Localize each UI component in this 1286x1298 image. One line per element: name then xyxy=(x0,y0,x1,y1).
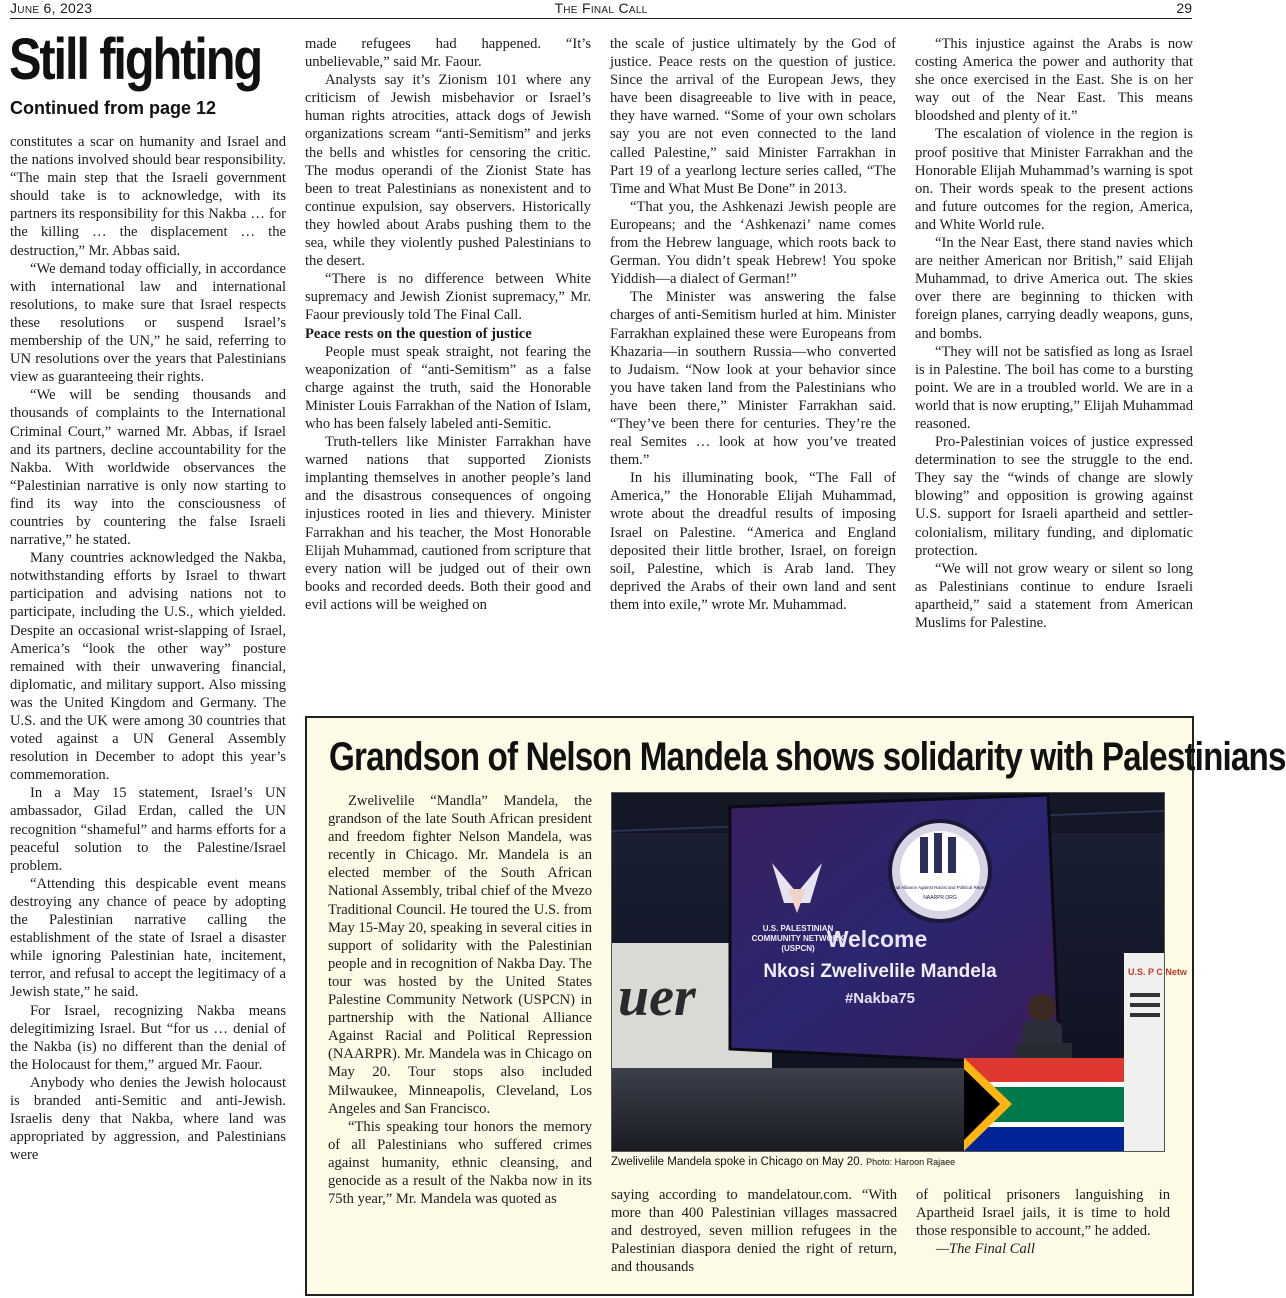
slide-seal-url: NAARPR.ORG xyxy=(923,895,957,901)
article-column-2 xyxy=(305,35,591,614)
caption-text: Zwelivelile Mandela spoke in Chicago on May 20. xyxy=(611,1156,863,1168)
sidebar-column-3 xyxy=(916,1186,1170,1258)
article-column-1 xyxy=(10,133,286,1164)
subheading: Peace rests on the question of justice xyxy=(305,325,532,342)
paragraph: “We will be sending thousands and thousands of complaints to the International Criminal Court,” warned Mr. Abbas, if Israel and its partners, decline accountability for the Nakba. With worldwide observances the “Palestinian narrative is only now starting to find its way into the consciousness of countries by countering the false Israeli narrative,” he stated. xyxy=(10,387,286,549)
slide-hashtag: #Nakba75 xyxy=(844,990,916,1007)
wall-lettering: uer xyxy=(618,966,696,1028)
sidebar-column-1 xyxy=(328,792,592,1208)
slide-org-line1: U.S. PALESTINIAN xyxy=(762,924,834,933)
article-column-4 xyxy=(915,35,1193,632)
paragraph: “They will not be satisfied as long as Israel is in Palestine. The boil has come to a bursting point. We are in a troubled world. We are in a world that is now erupting,” Elijah Muhammad reasoned. xyxy=(915,343,1193,432)
slide-welcome: Welcome xyxy=(826,926,928,952)
paragraph: “Attending this despicable event means destroying any chance of peace by adopting the Palestinian narrative calling the establishment of the state of Israel a disaster while ignoring Palestinian hate, incitement, terror, and refusal to accept the legitimacy of a Jewish state,” he said. xyxy=(10,875,286,1001)
continued-line: Continued from page 12 xyxy=(10,98,217,118)
paragraph: Pro-Palestinian voices of justice expressed determination to see the struggle to the end. They say the “winds of change are slowly blowing” and opposition is growing against U.S. support for Israeli apartheid and settler-colonialism, military funding, and diplomatic protection. xyxy=(915,434,1193,559)
paragraph: “We will not grow weary or silent so long as Palestinians continue to endure Israeli apartheid,” said a statement from American Muslims for Palestine. xyxy=(915,560,1193,631)
page-number: 29 xyxy=(1176,0,1192,16)
photo-credit: Photo: Haroon Rajaee xyxy=(866,1157,956,1167)
event-photo xyxy=(611,792,1187,1152)
photo-caption xyxy=(611,1156,955,1168)
paragraph: made refugees had happened. “It’s unbelievable,” said Mr. Faour. xyxy=(305,36,591,71)
paragraph: “There is no difference between White supremacy and Jewish Zionist supremacy,” Mr. Faour previously told The Final Call. xyxy=(305,271,591,324)
header-rule xyxy=(10,18,1192,19)
paragraph: “We demand today officially, in accordance with international law and international resolutions, to make sure that Israel respects these resolutions or suspend Israel’s membership of the UN,” he said, referring to UN resolutions over the years that Palestinians view as guaranteeing their rights. xyxy=(10,260,286,386)
paragraph: “This injustice against the Arabs is now costing America the power and authority that she once exercised in the East. She is on her way out of the Near East. This means bloodshed and plenty of it.” xyxy=(915,36,1193,125)
paragraph: The escalation of violence in the region is proof positive that Minister Farrakhan and the Honorable Elijah Muhammad’s warning is spot on. Their words speak to the present actions and future outcomes for the region, America, and White World rule. xyxy=(915,126,1193,233)
slide-name: Nkosi Zwelivelile Mandela xyxy=(763,961,997,982)
paragraph: Zwelivelile “Mandla” Mandela, the grandson of the late South African president and freedom fighter Nelson Mandela, was recently in Chicago. Mr. Mandela is an elected member of the South African National Assembly, tribal chief of the Mvezo Traditional Council. He toured the U.S. from May 15-May 20, speaking in several cities in support of solidarity with the Palestinian people and in recognition of Nakba Day. The tour was hosted by the United States Palestine Community Network (USPCN) in partnership with the National Alliance Against Racial and Political Repression (NAARPR). Mr. Mandela was in Chicago on May 20. Tour stops also included Milwaukee, Minneapolis, Cleveland, Los Angeles and San Francisco. xyxy=(328,793,592,1117)
issue-date: June 6, 2023 xyxy=(10,0,93,16)
publication-name: The Final Call xyxy=(554,0,648,16)
paragraph: In his illuminating book, “The Fall of America,” the Honorable Elijah Muhammad, wrote about the dreadful results of imposing Israel on Palestine. “America and England deposited their little brother, Israel, on foreign soil, Palestine, which is Arab land. They deprived the Arabs of their own land and sent them into exile,” wrote Mr. Muhammad. xyxy=(610,470,896,613)
paragraph: “In the Near East, there stand navies which are neither American nor British,” said Elijah Muhammad, to drive America out. The skies over there are beginning to thicken with foreign planes, carrying deadly weapons, guns, and bombs. xyxy=(915,235,1193,342)
paragraph: the scale of justice ultimately by the God of justice. Peace rests on the question of justice. Since the arrival of the European Jews, they have been disagreeable to live with in peace, they have warned. “Some of your own scholars say you are not even connected to the land called Palestine,” said Minister Farrakhan in Part 19 of a yearlong lecture series called, “The Time and What Must Be Done” in 2013. xyxy=(610,36,896,197)
event-photo-illustration xyxy=(612,793,1187,1151)
sidebar-column-2 xyxy=(611,1186,897,1276)
sidebar-headline: Grandson of Nelson Mandela shows solidarity with Palestinians xyxy=(329,735,1286,779)
slide-org-line3: (USPCN) xyxy=(781,944,815,953)
page-header xyxy=(10,0,1192,18)
paragraph: Many countries acknowledged the Nakba, notwithstanding efforts by Israel to thwart participation and advising nations not to participate, including the U.S., which yielded. Despite an occasional wrist-slapping of Israel, America’s “look the other way” posture remained with their unwavering financial, diplomatic, and military support. Also missing was the United Kingdom and Germany. The U.S. and the UK were among 30 countries that voted against a UN General Assembly resolution in December to adopt this year’s commemoration. xyxy=(10,550,286,784)
slide-org-line2: COMMUNITY NETWORK xyxy=(751,934,845,943)
paragraph: Truth-tellers like Minister Farrakhan have warned nations that supported Zionists implanting themselves in another people’s land and the disastrous consequences of ongoing injustices rooted in lies and thievery. Minister Farrakhan and his teacher, the Most Honorable Elijah Muhammad, cautioned from scripture that every nation will be judged out of their own books and recorded deeds. Both their good and evil actions will be weighed on xyxy=(305,434,591,613)
paragraph: The Minister was answering the false charges of anti-Semitism hurled at him. Minister Farrakhan explained these were Europeans from Khazaria—in southern Russia—who converted to Judaism. “Now look at your behavior since you have taken land from the Palestinians who have been there,” Minister Farrakhan said. “They’ve been there for centuries. They’re the real Semites … look at how you’ve treated them.” xyxy=(610,289,896,469)
article-headline: Still fighting xyxy=(9,27,262,92)
sidebar-box xyxy=(305,716,1286,1296)
paragraph: In a May 15 statement, Israel’s UN ambassador, Gilad Erdan, called the UN recognition “shameful” and harms efforts for a peaceful solution to the Palestine/Israel problem. xyxy=(10,785,286,874)
paragraph: of political prisoners languishing in Apartheid Israel jails, it is time to hold those responsible to account,” he added. xyxy=(916,1187,1170,1240)
paragraph: For Israel, recognizing Nakba means delegitimizing Israel. But “for us … denial of the Nakba (is) no different than the denial of the Holocaust for them,” argued Mr. Faour. xyxy=(10,1002,286,1073)
banner-text: U.S. P C Netw xyxy=(1128,967,1187,977)
signoff: —The Final Call xyxy=(936,1241,1035,1258)
paragraph: saying according to mandelatour.com. “With more than 400 Palestinian villages massacred and destroyed, seven million refugees in the Palestinian diaspora denied the right of return, and thousands xyxy=(611,1187,897,1276)
article-column-3 xyxy=(610,35,896,614)
paragraph: “That you, the Ashkenazi Jewish people are Europeans; and the ‘Ashkenazi’ name comes from the Hebrew language, which roots back to German. You didn’t speak Hebrew! You spoke Yiddish—a dialect of German!” xyxy=(610,198,896,288)
paragraph: People must speak straight, not fearing the weaponization of “anti-Semitism” as a false charge against the truth, said the Honorable Minister Louis Farrakhan of the Nation of Islam, who has been falsely labeled anti-Semitic. xyxy=(305,343,591,432)
paragraph: Analysts say it’s Zionism 101 where any criticism of Jewish misbehavior or Israel’s human rights atrocities, attack dogs of Jewish organizations scream “anti-Semitism” and jerks the bells and whistles for censoring the critic. The modus operandi of the Zionist State has been to treat Palestinians as nonexistent and to continue expulsion, say observers. Historically they howled about Arabs pushing them to the sea, while they violently pushed Palestinians to the desert. xyxy=(305,72,591,270)
paragraph: constitutes a scar on humanity and Israel and the nations involved should bear responsibility. “The main step that the Israeli government should take is to acknowledge, with its partners its responsibility for this Nakba … for the killing … the displacement … the destruction,” Mr. Abbas said. xyxy=(10,134,286,259)
slide-seal-text: National Alliance Against Racist and Political Repression xyxy=(883,885,997,890)
paragraph: “This speaking tour honors the memory of all Palestinians who suffered crimes against humanity, ethnic cleansing, and genocide as a result of the Nakba now in its 75th year,” Mr. Mandela was quoted as xyxy=(328,1118,592,1208)
paragraph: Anybody who denies the Jewish holocaust is branded anti-Semitic and anti-Jewish. Israelis deny that Nakba, where land was appropriated by aggression, and Palestinians were xyxy=(10,1074,286,1164)
